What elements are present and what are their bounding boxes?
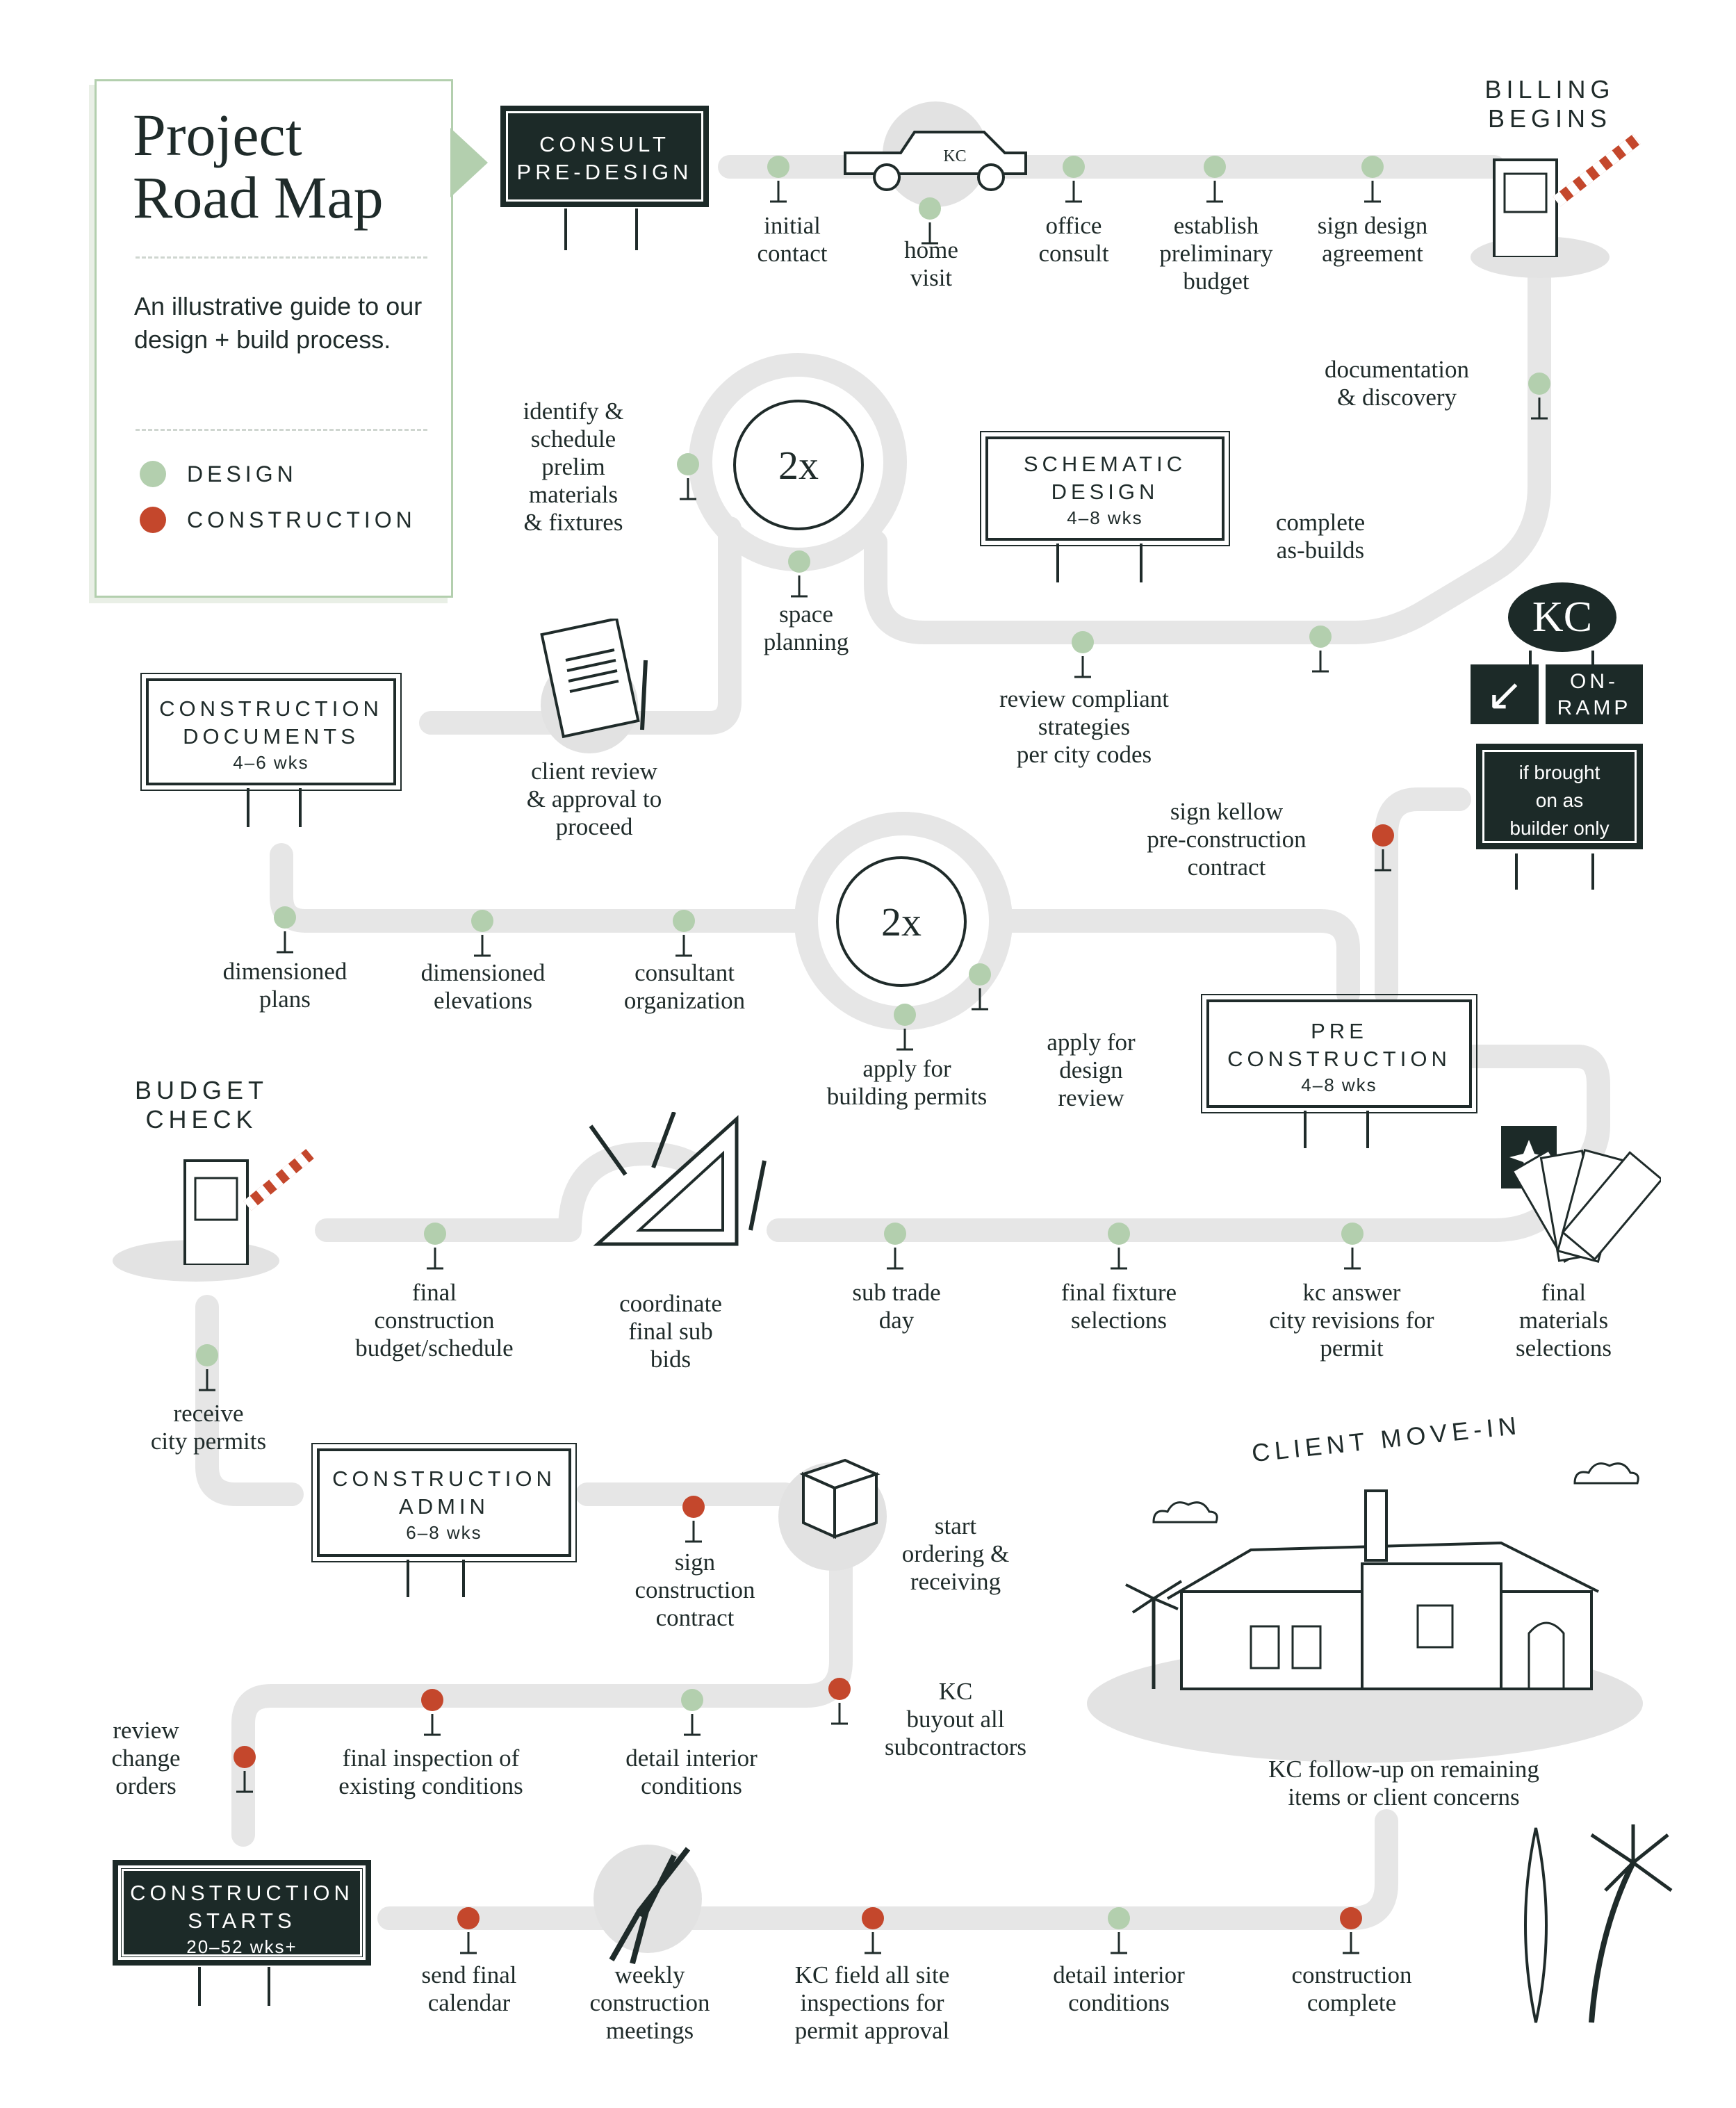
step-label-dimensioned-elevations: dimensioned elevations xyxy=(420,959,546,1014)
sign-consult-title: CONSULT PRE-DESIGN xyxy=(516,132,693,184)
step-label-office-consult: office consult xyxy=(1038,212,1109,267)
kc-logo-badge: KC xyxy=(1508,582,1616,652)
step-tick xyxy=(831,1703,848,1724)
step-tick xyxy=(685,1521,702,1542)
step-tick xyxy=(770,181,787,202)
sign-cd-title: CONSTRUCTION DOCUMENTS xyxy=(159,696,383,749)
step-tick xyxy=(199,1369,215,1390)
step-tick xyxy=(1111,1932,1127,1953)
step-label-site-inspections: KC field all site inspections for permit approval xyxy=(794,1961,950,2044)
step-tick xyxy=(972,988,988,1009)
design-step-dot xyxy=(919,197,941,220)
design-step-dot xyxy=(1108,1223,1130,1245)
step-label-as-builds: complete as-builds xyxy=(1275,509,1366,564)
step-label-follow-up: KC follow-up on remaining items or client concerns xyxy=(1268,1756,1539,1811)
step-tick xyxy=(887,1248,903,1268)
step-tick xyxy=(424,1714,441,1735)
step-tick xyxy=(680,478,696,499)
onramp-label: ON- RAMP xyxy=(1546,664,1643,724)
step-label-send-calendar: send final calendar xyxy=(421,1961,517,2016)
sign-starts-duration: 20–52 wks+ xyxy=(186,1936,297,1957)
step-label-detail-interior-1: detail interior conditions xyxy=(625,1745,758,1799)
step-tick xyxy=(277,931,293,952)
step-tick xyxy=(896,1029,913,1049)
construction-step-dot xyxy=(1340,1907,1362,1929)
design-step-dot xyxy=(969,963,991,986)
step-label-consultant-organization: consultant organization xyxy=(623,959,746,1014)
step-tick xyxy=(1364,181,1381,202)
step-label-sign-kellow: sign kellow pre-construction contract xyxy=(1147,798,1307,881)
onramp-arrow-icon: ↙ xyxy=(1471,664,1539,724)
step-label-client-review: client review & approval to proceed xyxy=(526,758,662,840)
step-label-dimensioned-plans: dimensioned plans xyxy=(222,958,347,1013)
step-label-initial-contact: initial contact xyxy=(757,212,828,267)
step-label-home-visit: home visit xyxy=(904,236,958,291)
design-step-dot xyxy=(1204,156,1226,178)
loop-2x-design: 2x xyxy=(733,400,864,530)
sign-schematic-title: SCHEMATIC DESIGN xyxy=(1023,452,1187,504)
step-tick xyxy=(1312,651,1329,671)
step-tick xyxy=(1531,398,1548,418)
step-label-review-change: review change orders xyxy=(111,1717,181,1799)
step-tick xyxy=(236,1771,253,1792)
design-step-dot xyxy=(1361,156,1384,178)
step-label-final-fixture: final fixture selections xyxy=(1061,1279,1177,1334)
sign-admin-duration: 6–8 wks xyxy=(406,1522,482,1543)
construction-step-dot xyxy=(862,1907,884,1929)
step-label-final-budget: final construction budget/schedule xyxy=(355,1279,514,1362)
step-tick xyxy=(1074,656,1091,677)
step-tick xyxy=(675,935,692,956)
design-step-dot xyxy=(196,1344,218,1366)
construction-step-dot xyxy=(234,1746,256,1768)
design-step-dot xyxy=(788,550,810,573)
step-label-receive-permits: receive city permits xyxy=(150,1400,267,1455)
sign-admin-title: CONSTRUCTION ADMIN xyxy=(332,1466,556,1519)
design-step-dot xyxy=(1528,373,1550,395)
step-tick xyxy=(460,1932,477,1953)
construction-step-dot xyxy=(828,1678,851,1700)
construction-step-dot xyxy=(1372,824,1394,847)
step-label-construction-complete: construction complete xyxy=(1291,1961,1412,2016)
construction-step-dot xyxy=(421,1689,443,1711)
step-tick xyxy=(1065,181,1082,202)
client-move-in-label: CLIENT MOVE-IN xyxy=(1250,1410,1523,1468)
step-label-city-revisions: kc answer city revisions for permit xyxy=(1269,1279,1434,1362)
design-step-dot xyxy=(681,1689,703,1711)
design-step-dot xyxy=(274,906,296,929)
step-label-sub-trade-day: sub trade day xyxy=(852,1279,941,1334)
step-label-start-ordering: start ordering & receiving xyxy=(901,1512,1010,1595)
step-label-compliant-strategies: review compliant strategies per city codes xyxy=(999,685,1169,768)
step-label-detail-interior-2: detail interior conditions xyxy=(1053,1961,1185,2016)
design-step-dot xyxy=(1063,156,1085,178)
step-label-sign-construction: sign construction contract xyxy=(634,1549,755,1631)
step-label-prelim-materials: identify & schedule prelim materials & fixtures xyxy=(523,398,624,536)
step-label-design-review: apply for design review xyxy=(1047,1029,1136,1111)
page-title: Project Road Map xyxy=(133,101,384,231)
billing-begins-label: BILLING BEGINS xyxy=(1484,75,1615,133)
design-step-dot xyxy=(677,453,699,475)
sign-preconstruction-duration: 4–8 wks xyxy=(1301,1075,1377,1095)
sign-preconstruction-title: PRE CONSTRUCTION xyxy=(1227,1019,1451,1071)
step-tick xyxy=(1344,1248,1361,1268)
step-label-preliminary-budget: establish preliminary budget xyxy=(1159,212,1273,295)
sign-schematic-duration: 4–8 wks xyxy=(1067,507,1143,528)
step-tick xyxy=(1206,181,1223,202)
legend-design-label: DESIGN xyxy=(187,461,297,487)
construction-step-dot xyxy=(457,1907,480,1929)
step-tick xyxy=(791,575,808,596)
design-step-dot xyxy=(1309,626,1332,648)
step-tick xyxy=(474,935,491,956)
step-tick xyxy=(1375,849,1391,870)
loop-2x-permits: 2x xyxy=(836,856,967,987)
design-step-dot xyxy=(894,1004,916,1026)
design-step-dot xyxy=(471,910,493,932)
step-label-coordinate-bids: coordinate final sub bids xyxy=(619,1290,722,1373)
design-step-dot xyxy=(884,1223,906,1245)
step-label-buyout: KC buyout all subcontractors xyxy=(884,1678,1027,1760)
step-label-space-planning: space planning xyxy=(763,600,849,655)
construction-step-dot xyxy=(682,1496,705,1518)
page-subtitle: An illustrative guide to our design + build process. xyxy=(134,292,423,354)
step-tick xyxy=(1343,1932,1359,1953)
step-tick xyxy=(684,1714,701,1735)
design-step-dot xyxy=(767,156,789,178)
design-step-dot xyxy=(673,910,695,932)
design-step-dot xyxy=(424,1223,446,1245)
step-label-design-agreement: sign design agreement xyxy=(1317,212,1428,267)
step-label-documentation: documentation & discovery xyxy=(1324,356,1469,411)
step-tick xyxy=(865,1932,881,1953)
svg-text:KC: KC xyxy=(943,147,967,165)
design-step-dot xyxy=(1341,1223,1364,1245)
sign-starts-title: CONSTRUCTION STARTS xyxy=(130,1881,354,1933)
legend-construction-label: CONSTRUCTION xyxy=(187,507,416,532)
step-tick xyxy=(1111,1248,1127,1268)
step-tick xyxy=(427,1248,443,1268)
step-label-final-inspection: final inspection of existing conditions xyxy=(338,1745,523,1799)
step-label-weekly-meetings: weekly construction meetings xyxy=(589,1961,710,2044)
design-step-dot xyxy=(1108,1907,1130,1929)
step-label-final-materials: final materials selections xyxy=(1515,1279,1612,1362)
budget-check-label: BUDGET CHECK xyxy=(134,1076,268,1134)
sign-cd-duration: 4–6 wks xyxy=(233,752,309,773)
step-label-building-permits: apply for building permits xyxy=(826,1055,988,1110)
onramp-note: if brought on as builder only xyxy=(1476,744,1643,849)
design-step-dot xyxy=(1072,631,1094,653)
